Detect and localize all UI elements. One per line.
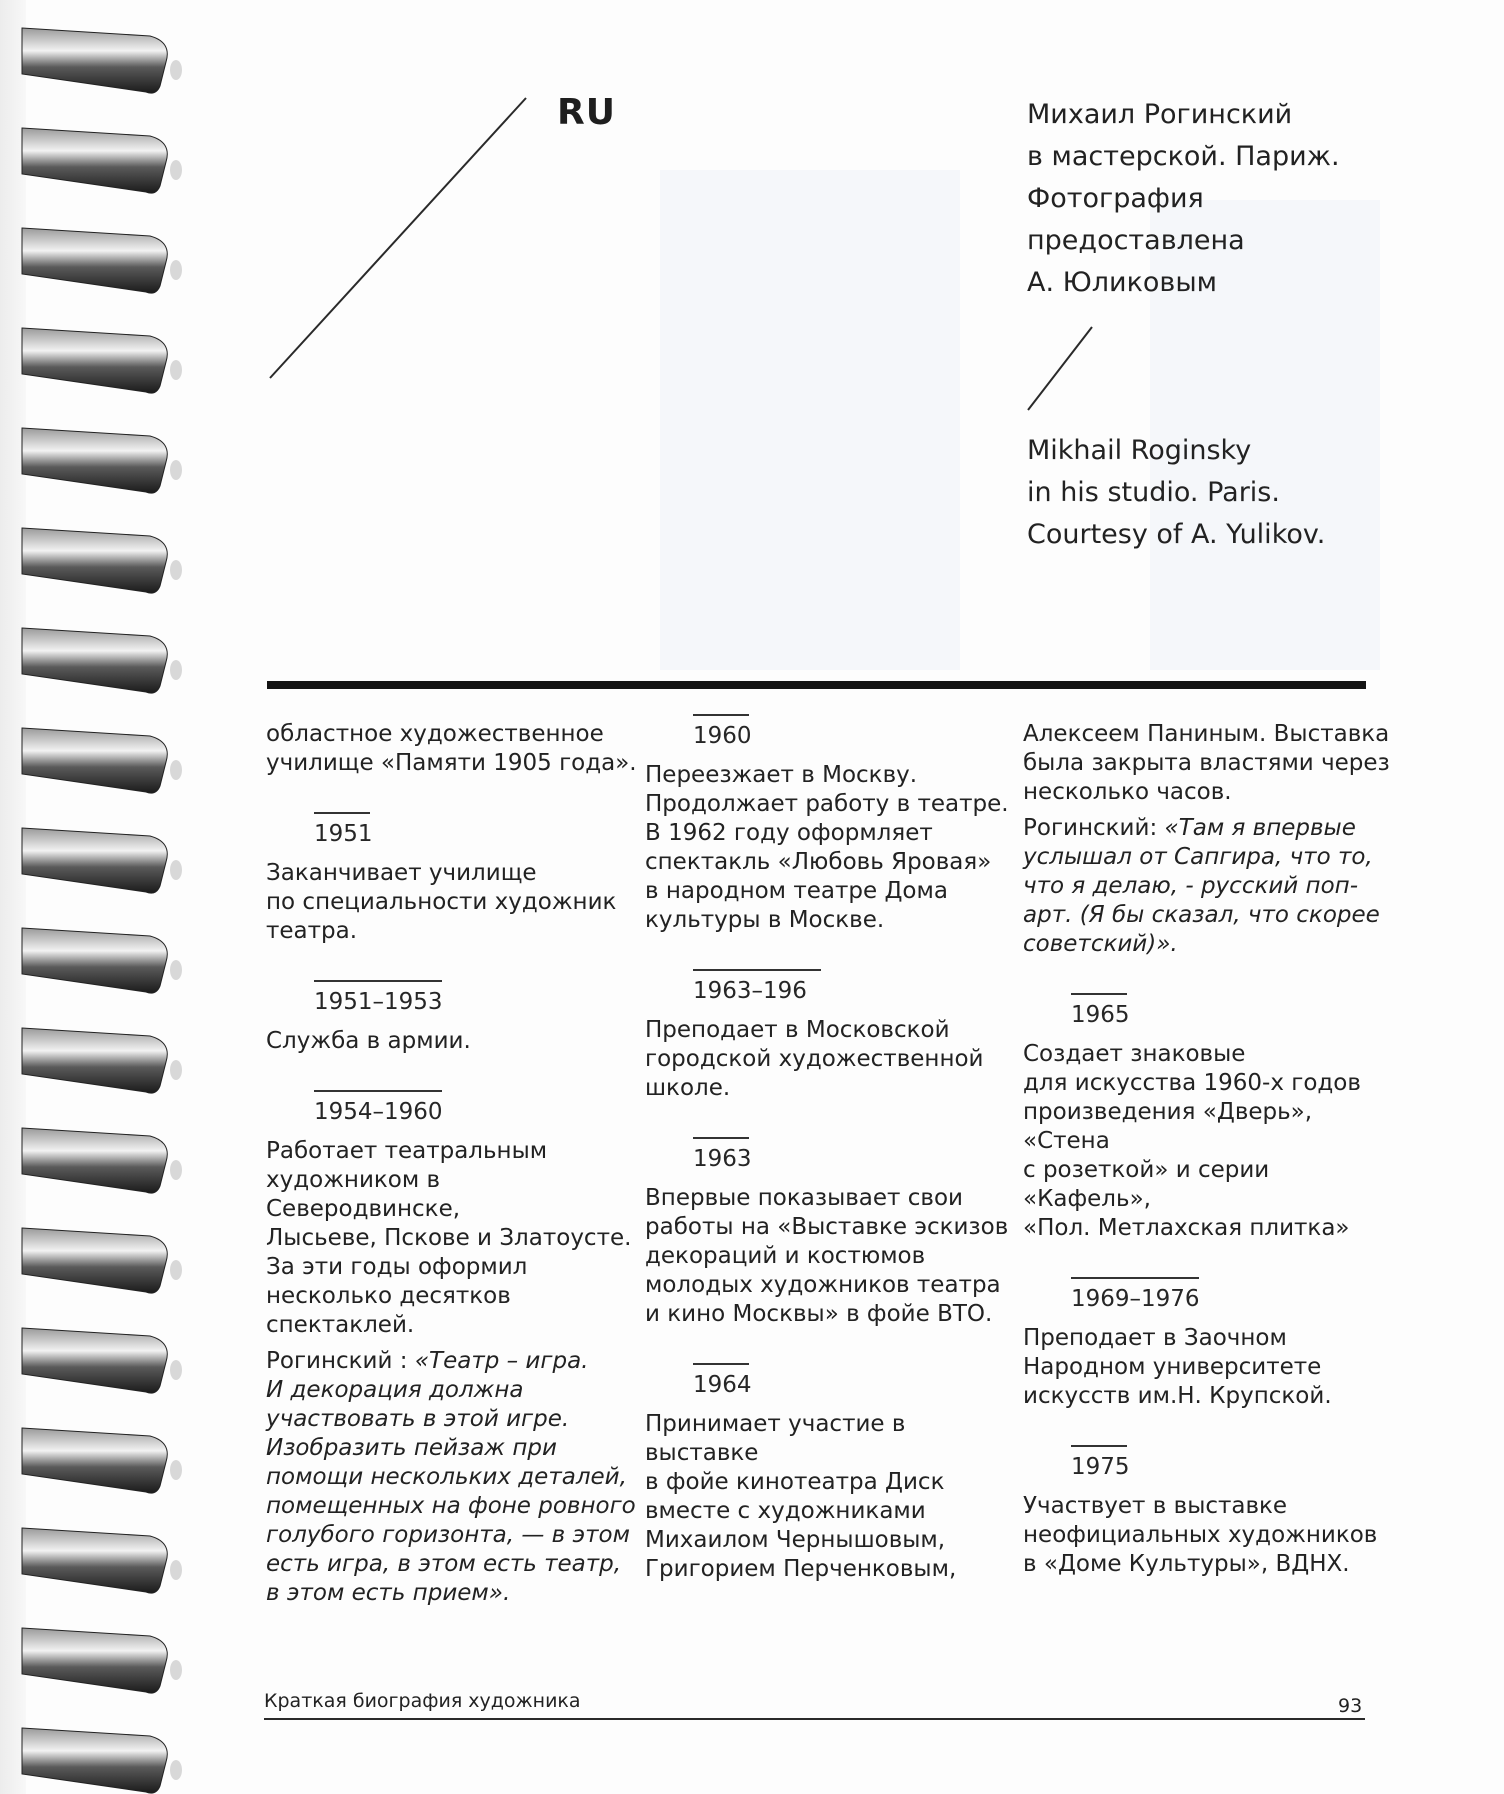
binding-coil: [22, 728, 182, 793]
entry-year: 1954–1960: [314, 1099, 443, 1125]
photo-caption-en: Mikhail Roginsky in his studio. Paris. Courtesy of A. Yulikov.: [1027, 435, 1326, 550]
entry-year: 1963: [693, 1146, 752, 1172]
timeline-entry: [1023, 1277, 1395, 1411]
timeline-entry: [266, 980, 638, 1056]
year-divider: [1071, 993, 1127, 995]
quote-attribution: Рогинский:: [1023, 815, 1165, 841]
binding-coil: [22, 1628, 182, 1693]
language-label: RU: [557, 92, 616, 133]
binding-coil: [22, 928, 182, 993]
entry-text: Алексеем Паниным. Выставка была закрыта властями через несколько часов.: [1023, 721, 1390, 805]
timeline-entry: [266, 812, 638, 946]
entry-text: Участвует в выставке неофициальных художников в «Доме Культуры», ВДНХ.: [1023, 1493, 1378, 1577]
entry-year: 1951–1953: [314, 989, 443, 1015]
quote-text: «Там я впервые услышал от Сапгира, что то, что я делаю, - русский поп- арт. (Я бы сказал, что скорее советский)».: [1023, 815, 1380, 957]
binding-coil: [22, 1028, 182, 1093]
year-divider: [693, 969, 821, 971]
entry-year: 1960: [693, 723, 752, 749]
timeline-entry: [1023, 993, 1395, 1243]
timeline-column-1: [266, 720, 638, 1608]
year-divider: [314, 812, 370, 814]
timeline-entry: [645, 969, 1017, 1103]
year-divider: [693, 714, 749, 716]
entry-year: 1963–196: [693, 978, 807, 1004]
binding-coil: [22, 828, 182, 893]
timeline-column-2: [645, 720, 1017, 1584]
entry-text: Преподает в Заочном Народном университете искусств им.Н. Крупской.: [1023, 1325, 1332, 1409]
timeline-entry: [645, 714, 1017, 935]
timeline-entry: [266, 1090, 638, 1608]
year-divider: [1071, 1277, 1199, 1279]
year-divider: [314, 980, 442, 982]
section-rule: [267, 681, 1366, 689]
footer-rule: [264, 1718, 1365, 1720]
timeline-entry: [645, 1137, 1017, 1329]
binding-coil: [22, 1328, 182, 1393]
timeline-entry: [645, 1363, 1017, 1584]
entry-year: 1969–1976: [1071, 1286, 1200, 1312]
photo-caption-ru: Михаил Рогинский в мастерской. Париж. Фотография предоставлена А. Юликовым: [1027, 99, 1340, 298]
entry-text: Принимает участие в выставке в фойе кинотеатра Диск вместе с художниками Михаилом Чернышовым, Григорием Перченковым,: [645, 1411, 957, 1582]
timeline-entry: [1023, 720, 1395, 959]
timeline-entry: [1023, 1445, 1395, 1579]
entry-year: 1965: [1071, 1002, 1130, 1028]
binding-coil: [22, 1728, 182, 1793]
entry-text: Заканчивает училище по специальности художник театра.: [266, 860, 617, 944]
running-footer-title: Краткая биография художника: [264, 1690, 581, 1712]
entry-year: 1964: [693, 1372, 752, 1398]
binding-coil: [22, 1128, 182, 1193]
quote-text: «Театр – игра. И декорация должна участвовать в этой игре. Изобразить пейзаж при помощи нескольких деталей, помещенных на фоне ровного голубого горизонта, — в этом есть игра, в этом есть театр, в этом есть прием».: [266, 1348, 636, 1606]
entry-text: областное художественное училище «Памяти 1905 года».: [266, 721, 637, 776]
timeline-entry: [266, 720, 638, 778]
binding-coil: [22, 1528, 182, 1593]
year-divider: [693, 1363, 749, 1365]
page-number: 93: [1338, 1695, 1363, 1717]
timeline-column-3: [1023, 720, 1395, 1579]
year-divider: [1071, 1445, 1127, 1447]
entry-quote: [1023, 814, 1395, 959]
quote-attribution: Рогинский :: [266, 1348, 415, 1374]
entry-text: Преподает в Московской городской художественной школе.: [645, 1017, 984, 1101]
binding-coil: [22, 1428, 182, 1493]
entry-year: 1975: [1071, 1454, 1130, 1480]
binding-coil: [22, 1228, 182, 1293]
entry-text: Переезжает в Москву. Продолжает работу в театре. В 1962 году оформляет спектакль «Любовь Яровая» в народном театре Дома культуры в Москве.: [645, 762, 1009, 933]
entry-text: Служба в армии.: [266, 1028, 471, 1054]
entry-text: Работает театральным художником в Северодвинске, Лысьеве, Пскове и Златоусте. За эти годы оформил несколько десятков спектаклей.: [266, 1138, 632, 1338]
entry-text: Впервые показывает свои работы на «Выставке эскизов декораций и костюмов молодых художников театра и кино Москвы» в фойе ВТО.: [645, 1185, 1009, 1327]
entry-year: 1951: [314, 821, 373, 847]
entry-text: Создает знаковые для искусства 1960-х годов произведения «Дверь», «Стена с розеткой» и серии «Кафель», «Пол. Метлахская плитка»: [1023, 1041, 1361, 1241]
year-divider: [693, 1137, 749, 1139]
entry-quote: [266, 1347, 638, 1608]
year-divider: [314, 1090, 442, 1092]
